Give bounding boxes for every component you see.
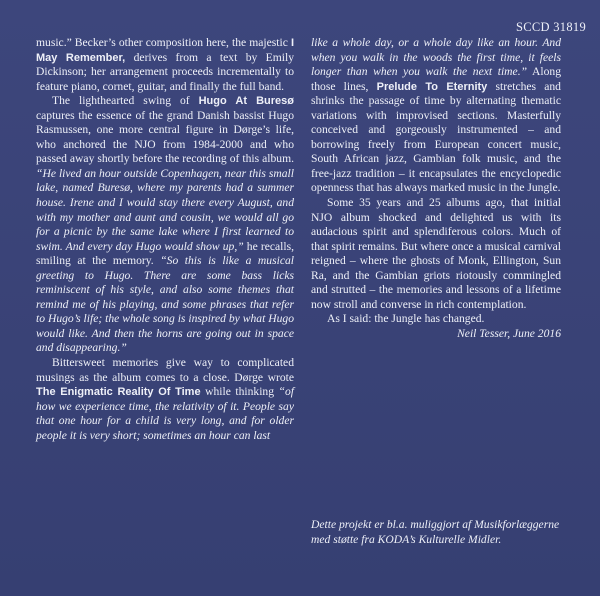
paragraph-prelude-to-eternity: like a whole day, or a whole day like an hour. And when you walk in the woods the first time, it feels longer than when you walk the next time.” Along those lines, Prelude To Eternity stretches and shrinks the passage of time by alternating thematic variations with improvised sections. Masterfully conceived and gorgeously instrumented – and borrowing freely from European concert music, South African jazz, Gambian folk music, and the free-jazz tradition – it encapsulates the encyclopedic openness that has always marked music in the Jungle. (311, 36, 562, 195)
track-title-i-may-remember: I May Remember, (36, 37, 294, 64)
quote-dorge-hugo: “So this is like a musical greeting to Hugo. There are some bass licks reminiscent of his style, and also some themes that remind me of his playing, and some phrases that refer to Hugo’s life; the whole song is inspired by what Hugo would like. And then the horns are going out in space and disappearing.” (36, 254, 294, 355)
right-column (311, 36, 561, 341)
paragraph-i-may-remember: music.” Becker’s other composition here, the majestic I May Remember, derives from a text by Emily Dickinson; her arrangement proceeds incrementally to feature piano, cornet, guitar, and finally the full band. (36, 36, 294, 93)
quote-dorge-bureso: “He lived an hour outside Copenhagen, near this small lake, named Buresø, where my parents had a summer house. Irene and I would stay there every August, and with my mother and aunt and cousin, we would all go for a picnic by the same lake where I first learned to swim. And every day Hugo would show up,” (36, 166, 294, 253)
catalog-number: SCCD 31819 (515, 20, 586, 34)
quote-dorge-time: “of how we experience time, the relativity of it. People say that one hour for a child is very long, and for older people it is very short; sometimes an hour can last (36, 385, 294, 442)
left-column (36, 36, 294, 443)
track-title-hugo-at-bureso: Hugo At Buresø (198, 95, 294, 108)
paragraph-35-years: Some 35 years and 25 albums ago, that initial NJO album shocked and delighted us with its audacious spirit and splendiferous colors. Much of that spirit remains. But where once a musical carnival reigned – where the ghosts of Monk, Ellington, Sun Ra, and the Gambian griots riotously commingled and strutted – the memories and lessons of a lifetime now stroll and converse in rich contemplation. (311, 196, 561, 311)
quote-dorge-time-continued: like a whole day, or a whole day like an hour. And when you walk in the woods the first time, it feels longer than when you walk the next time.” (311, 36, 561, 79)
paragraph-hugo-at-bureso: The lighthearted swing of Hugo At Buresø captures the essence of the grand Danish bassist Hugo Rasmussen, one more central figure in Dørge’s life, who anchored the NJO from 1984-2000 and who passed away shortly before the recording of this album. “He lived an hour outside Copenhagen, near this small lake, named Buresø, where my parents had a summer house. Irene and I would stay there every August, and with my mother and aunt and cousin, we would all go for a picnic by the same lake where I first learned to swim. And every day Hugo would show up,” he recalls, smiling at the memory. “So this is like a musical greeting to Hugo. There are some bass licks reminiscent of his style, and also some themes that remind me of his playing, and some phrases that refer to Hugo’s life; the whole song is inspired by what Hugo would like. And then the horns are going out in space and disappearing.” (36, 94, 294, 355)
funding-note: Dette projekt er bl.a. muliggjort af Musikforlæggerne med støtte fra KODA’s Kulturelle Midler. (311, 518, 560, 546)
author-signature: Neil Tesser, June 2016 (457, 326, 561, 340)
track-title-prelude-to-eternity: Prelude To Eternity (376, 80, 488, 93)
track-title-enigmatic-reality: The Enigmatic Reality Of Time (36, 386, 201, 399)
paragraph-jungle-changed: As I said: the Jungle has changed. (327, 312, 485, 326)
paragraph-enigmatic-reality: Bittersweet memories give way to complicated musings as the album comes to a close. Dørge wrote The Enigmatic Reality Of Time while thinking “of how we experience time, the relativity of it. People say that one hour for a child is very long, and for older people it is very short; sometimes an hour can last (36, 356, 294, 442)
